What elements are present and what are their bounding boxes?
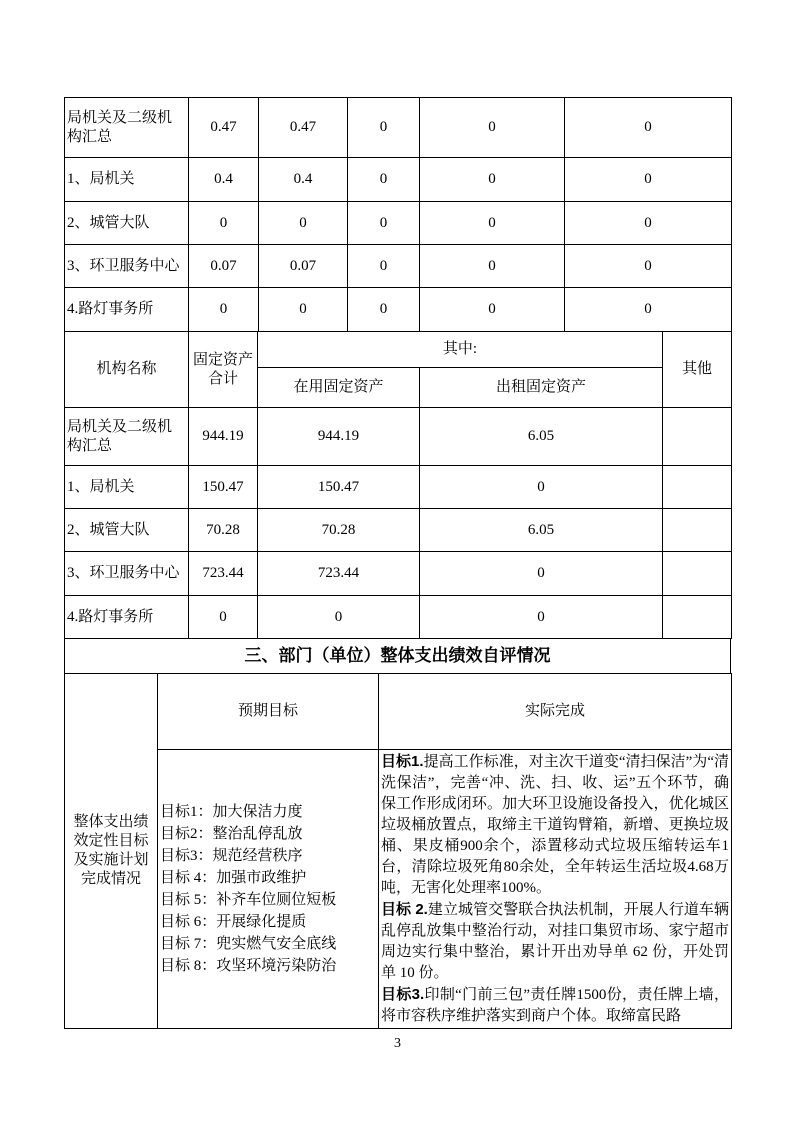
value-cell: 0	[348, 98, 420, 158]
value-cell: 0	[259, 202, 348, 245]
header-in-use-assets: 在用固定资产	[258, 368, 420, 408]
table-row	[65, 202, 732, 245]
value-cell: 0	[565, 245, 732, 288]
value-cell: 0.4	[259, 158, 348, 202]
goal-lead: 目标1.	[381, 753, 424, 770]
goal-item: 目标 6：开展绿化提质	[160, 914, 307, 930]
org-label-cell: 3、环卫服务中心	[65, 552, 189, 596]
value-cell: 0	[348, 202, 420, 245]
table-row	[65, 98, 732, 158]
header-assets-total: 固定资产合计	[189, 332, 258, 408]
table-row	[65, 750, 732, 1029]
org-label-cell: 3、环卫服务中心	[65, 245, 189, 288]
total-cell: 150.47	[189, 466, 258, 509]
page-content	[64, 97, 731, 1052]
other-cell	[663, 408, 732, 466]
in-use-cell: 944.19	[258, 408, 420, 466]
in-use-cell: 723.44	[258, 552, 420, 596]
value-cell: 0	[420, 288, 565, 332]
fixed-assets-table	[64, 331, 732, 639]
org-label-cell: 4.路灯事务所	[65, 596, 189, 639]
value-cell: 0	[420, 158, 565, 202]
org-label-cell: 1、局机关	[65, 158, 189, 202]
value-cell: 0	[420, 245, 565, 288]
header-among: 其中:	[258, 332, 663, 368]
other-cell	[663, 552, 732, 596]
leased-cell: 0	[420, 552, 663, 596]
header-row	[65, 674, 732, 750]
org-label-cell: 2、城管大队	[65, 202, 189, 245]
other-cell	[663, 509, 732, 552]
table-row	[65, 408, 732, 466]
in-use-cell: 70.28	[258, 509, 420, 552]
table-row	[65, 158, 732, 202]
expected-goals-cell	[158, 750, 379, 1029]
value-cell: 0.07	[259, 245, 348, 288]
value-cell: 0	[565, 202, 732, 245]
value-cell: 0	[348, 288, 420, 332]
value-cell: 0	[565, 288, 732, 332]
total-cell: 723.44	[189, 552, 258, 596]
goal-item: 目标 5：补齐车位厕位短板	[160, 892, 337, 908]
goal-item: 目标 8：攻坚环境污染防治	[160, 958, 337, 974]
org-label-cell: 局机关及二级机构汇总	[65, 98, 189, 158]
header-org-name: 机构名称	[65, 332, 189, 408]
header-actual-completion: 实际完成	[379, 674, 732, 750]
value-cell: 0	[189, 202, 259, 245]
actual-item	[381, 984, 729, 1027]
leased-cell: 0	[420, 466, 663, 509]
goal-text: 印制“门前三包”责任牌1500份，责任牌上墙，将市容秩序维护落实到商户个体。取缔富民路	[381, 987, 729, 1024]
section-title: 三、部门（单位）整体支出绩效自评情况	[64, 638, 731, 674]
leased-cell: 0	[420, 596, 663, 639]
in-use-cell: 150.47	[258, 466, 420, 509]
total-cell: 70.28	[189, 509, 258, 552]
table-row	[65, 596, 732, 639]
actual-completion-cell	[379, 750, 732, 1029]
value-cell: 0	[420, 98, 565, 158]
goal-item: 目标 7：兜实燃气安全底线	[160, 936, 337, 952]
table-row	[65, 288, 732, 332]
value-cell: 0	[189, 288, 259, 332]
other-cell	[663, 466, 732, 509]
performance-eval-table	[64, 673, 732, 1029]
table-row	[65, 466, 732, 509]
value-cell: 0.4	[189, 158, 259, 202]
page-number: 3	[394, 1036, 401, 1051]
org-label-cell: 1、局机关	[65, 466, 189, 509]
total-cell: 0	[189, 596, 258, 639]
value-cell: 0	[420, 202, 565, 245]
table-row	[65, 245, 732, 288]
header-leased-assets: 出租固定资产	[420, 368, 663, 408]
value-cell: 0	[259, 288, 348, 332]
goal-item: 目标1：加大保洁力度	[160, 804, 303, 820]
upper-values-table	[64, 97, 732, 332]
leased-cell: 6.05	[420, 509, 663, 552]
goal-text: 建立城管交警联合执法机制，开展人行道车辆乱停乱放集中整治行动，对挂口集贸市场、家宁超市周边实行集中整治，累计开出劝导单 62 份，开处罚单 10 份。	[381, 902, 729, 981]
goal-lead: 目标3.	[381, 986, 425, 1003]
in-use-cell: 0	[258, 596, 420, 639]
goal-text: 提高工作标准，对主次干道变“清扫保洁”为“清洗保洁”，完善“冲、洗、扫、收、运”五个环节，确保工作形成闭环。加大环卫设施设备投入，优化城区垃圾桶放置点，取缔主干道钩臂箱，新增、更换垃圾桶、果皮桶900余个，添置移动式垃圾压缩转运车1台，清除垃圾死角80余处，全年转运生活垃圾4.68万吨，无害化处理率100%。	[381, 754, 729, 896]
goal-lead: 目标 2.	[381, 901, 428, 918]
value-cell: 0.47	[259, 98, 348, 158]
actual-item	[381, 751, 729, 899]
value-cell: 0	[348, 245, 420, 288]
header-other: 其他	[663, 332, 732, 408]
goal-item: 目标2：整治乱停乱放	[160, 826, 303, 842]
other-cell	[663, 596, 732, 639]
goal-item: 目标3：规范经营秩序	[160, 848, 303, 864]
value-cell: 0	[565, 98, 732, 158]
header-row	[65, 332, 732, 368]
header-expected-goals: 预期目标	[158, 674, 379, 750]
org-label-cell: 局机关及二级机构汇总	[65, 408, 189, 466]
value-cell: 0.07	[189, 245, 259, 288]
org-label-cell: 2、城管大队	[65, 509, 189, 552]
total-cell: 944.19	[189, 408, 258, 466]
table-row	[65, 552, 732, 596]
value-cell: 0.47	[189, 98, 259, 158]
actual-item	[381, 899, 729, 984]
leased-cell: 6.05	[420, 408, 663, 466]
org-label-cell: 4.路灯事务所	[65, 288, 189, 332]
table-row	[65, 509, 732, 552]
eval-row-label: 整体支出绩效定性目标及实施计划完成情况	[65, 674, 158, 1029]
value-cell: 0	[348, 158, 420, 202]
value-cell: 0	[565, 158, 732, 202]
goal-item: 目标 4：加强市政维护	[160, 870, 307, 886]
